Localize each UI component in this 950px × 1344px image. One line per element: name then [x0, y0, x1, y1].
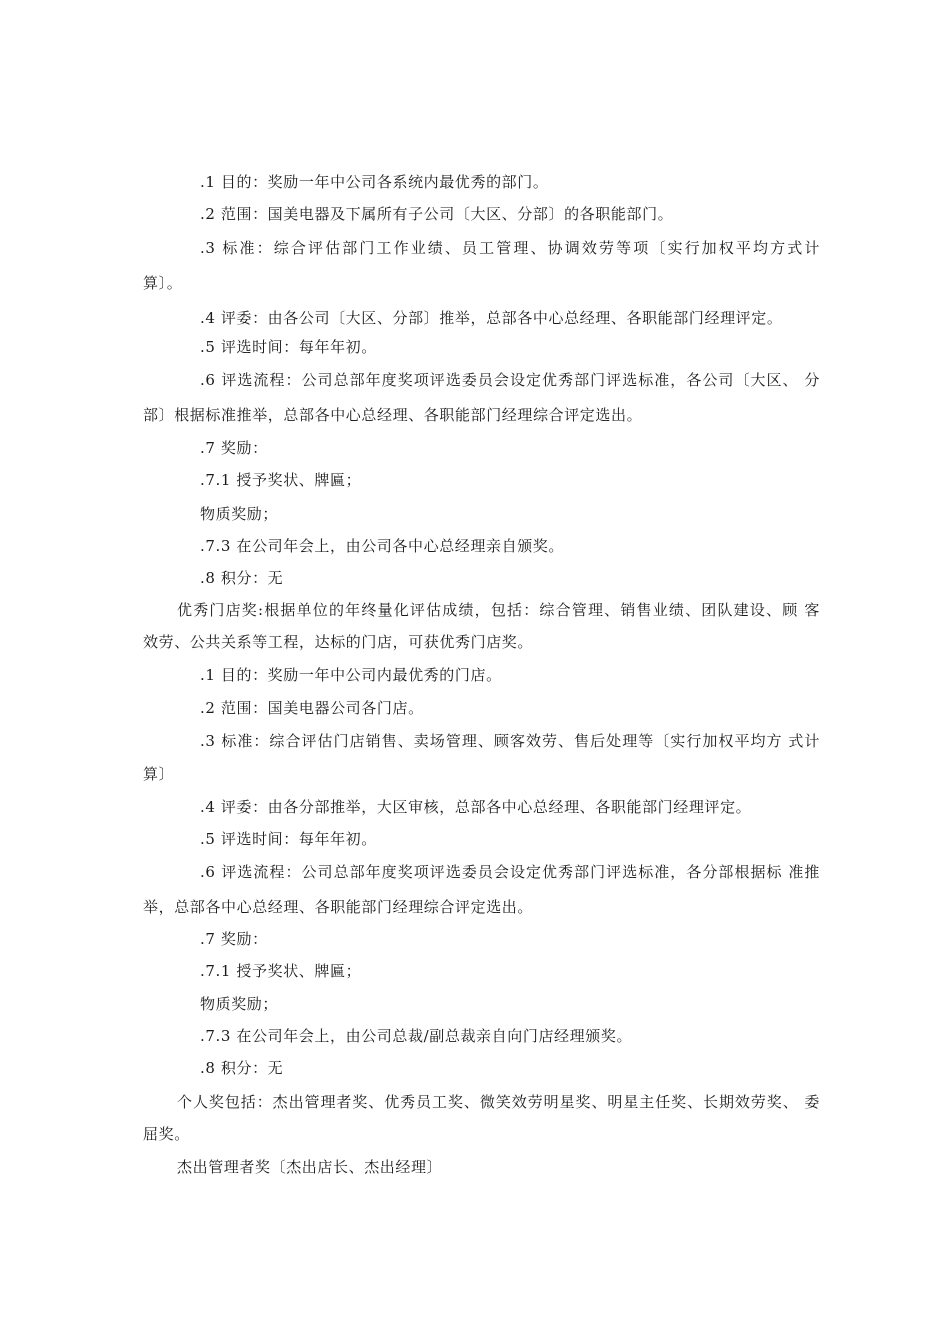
text-line: .1 目的：奖励一年中公司各系统内最优秀的部门。: [200, 173, 549, 191]
text-line: .5 评选时间：每年年初。: [200, 338, 377, 356]
text-line: .7.3 在公司年会上，由公司各中心总经理亲自颁奖。: [200, 537, 564, 555]
text-line: 个人奖包括：杰出管理者奖、优秀员工奖、微笑效劳明星奖、明星主任奖、长期效劳奖、 委: [177, 1093, 820, 1111]
text-line: .7.1 授予奖状、牌匾；: [200, 471, 362, 489]
text-line: .7 奖励：: [200, 930, 268, 948]
text-line: 物质奖励；: [200, 505, 279, 523]
text-line: .2 范围：国美电器及下属所有子公司〔大区、分部〕的各职能部门。: [200, 205, 674, 223]
text-line: .7 奖励：: [200, 439, 268, 457]
text-line: .4 评委：由各公司〔大区、分部〕推举，总部各中心总经理、各职能部门经理评定。: [200, 309, 783, 327]
text-line: 屈奖。: [143, 1125, 190, 1143]
text-line: .6 评选流程：公司总部年度奖项评选委员会设定优秀部门评选标准，各公司〔大区、 分: [200, 371, 820, 389]
text-line: 部〕根据标准推举，总部各中心总经理、各职能部门经理综合评定选出。: [143, 406, 643, 424]
text-line: 效劳、公共关系等工程，达标的门店，可获优秀门店奖。: [143, 633, 534, 651]
text-line: .5 评选时间：每年年初。: [200, 830, 377, 848]
text-line: 算〕。: [143, 274, 183, 292]
text-line: .8 积分：无: [200, 1059, 284, 1077]
text-line: 杰出管理者奖〔杰出店长、杰出经理〕: [177, 1158, 443, 1176]
text-line: .7.1 授予奖状、牌匾；: [200, 962, 362, 980]
text-line: .3 标准：综合评估门店销售、卖场管理、顾客效劳、售后处理等〔实行加权平均方 式计: [200, 732, 820, 750]
text-line: .3 标准：综合评估部门工作业绩、员工管理、协调效劳等项〔实行加权平均方式计: [200, 239, 820, 257]
text-line: .6 评选流程：公司总部年度奖项评选委员会设定优秀部门评选标准，各分部根据标 准推: [200, 863, 820, 881]
text-line: .4 评委：由各分部推举，大区审核，总部各中心总经理、各职能部门经理评定。: [200, 798, 752, 816]
text-line: 算〕: [143, 765, 175, 783]
text-line: .7.3 在公司年会上，由公司总裁/副总裁亲自向门店经理颁奖。: [200, 1027, 633, 1045]
text-line: 优秀门店奖:根据单位的年终量化评估成绩，包括：综合管理、销售业绩、团队建设、顾 客: [177, 601, 820, 619]
text-line: .8 积分：无: [200, 569, 284, 587]
text-line: 物质奖励；: [200, 995, 279, 1013]
text-line: .1 目的：奖励一年中公司内最优秀的门店。: [200, 666, 502, 684]
text-line: 举，总部各中心总经理、各职能部门经理综合评定选出。: [143, 898, 534, 916]
text-line: .2 范围：国美电器公司各门店。: [200, 699, 424, 717]
